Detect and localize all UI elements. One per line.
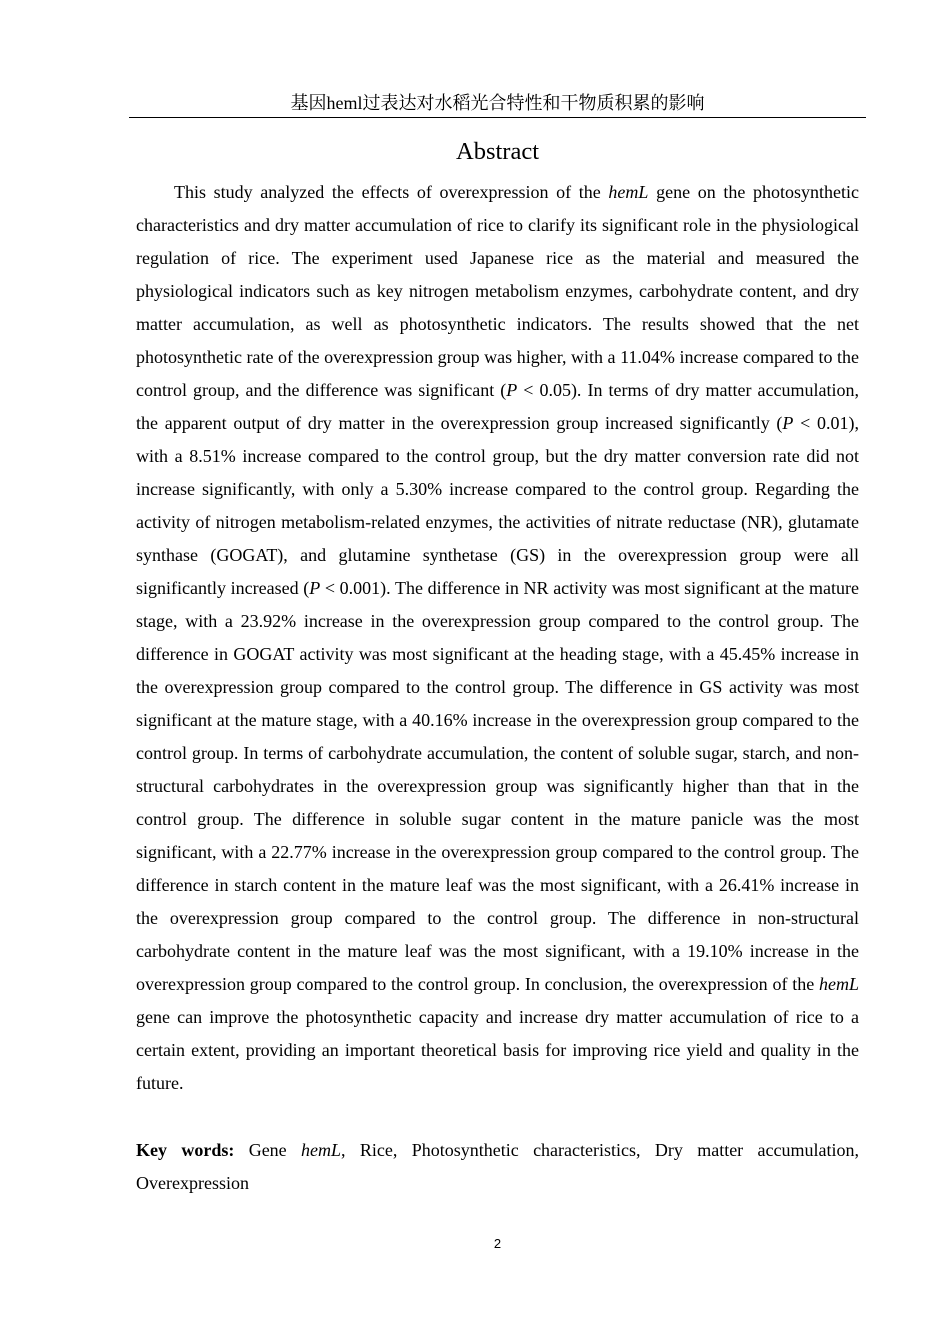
gene-name-hemL: hemL bbox=[819, 974, 859, 994]
keyword-gene-hemL: hemL bbox=[301, 1140, 342, 1160]
keywords-text-1: Gene bbox=[234, 1140, 302, 1160]
abstract-title: Abstract bbox=[456, 138, 539, 165]
abstract-text-5: < 0.001). The difference in NR activity was most significant at the mature stage, with a 23.92% increase in the overexpression group compared to the control group. The difference in GOGAT activity was most significant at the heading stage, with a 45.45% increase in the overexpression group compared to the control group. The difference in GS activity was most significant at the mature stage, with a 40.16% increase in the overexpression group compared to the control group. In terms of carbohydrate accumulation, the content of soluble sugar, starch, and non-structural carbohydrates in the overexpression group was significantly higher than that in the control group. The difference in soluble sugar content in the mature panicle was the most significant, with a 22.77% increase in the overexpression group compared to the control group. The difference in starch content in the mature leaf was the most significant, with a 26.41% increase in the overexpression group compared to the control group. The difference in non-structural carbohydrate content in the mature leaf was the most significant, with a 19.10% increase in the overexpression group compared to the control group. In conclusion, the overexpression of the bbox=[136, 578, 859, 994]
keywords-label: Key words: bbox=[136, 1140, 235, 1160]
abstract-text-3: < 0.05). In terms of dry matter accumulation, the apparent output of dry matter in the overexpression group increased significantly ( bbox=[136, 380, 859, 433]
keywords-line bbox=[136, 1134, 859, 1200]
abstract-text-2: gene on the photosynthetic characteristics and dry matter accumulation of rice to clarify its significant role in the physiological regulation of rice. The experiment used Japanese rice as the material and measured the physiological indicators such as key nitrogen metabolism enzymes, carbohydrate content, and dry matter accumulation, as well as photosynthetic indicators. The results showed that the net photosynthetic rate of the overexpression group was higher, with a 11.04% increase compared to the control group, and the difference was significant ( bbox=[136, 182, 859, 400]
abstract-text-4: < 0.01), with a 8.51% increase compared to the control group, but the dry matter conversion rate did not increase significantly, with only a 5.30% increase compared to the control group. Regarding the activity of nitrogen metabolism-related enzymes, the activities of nitrate reductase (NR), glutamate synthase (GOGAT), and glutamine synthetase (GS) in the overexpression group were all significantly increased ( bbox=[136, 413, 859, 598]
p-value-symbol: P bbox=[309, 578, 321, 598]
gene-name-hemL: hemL bbox=[608, 182, 649, 202]
abstract-text-1: This study analyzed the effects of overexpression of the bbox=[174, 182, 609, 202]
running-header: 基因heml过表达对水稻光合特性和干物质积累的影响 bbox=[290, 93, 705, 113]
abstract-text-6: gene can improve the photosynthetic capacity and increase dry matter accumulation of rice to a certain extent, providing an important theoretical basis for improving rice yield and quality in the future. bbox=[136, 1007, 859, 1093]
keywords-text-2: , Rice, Photosynthetic characteristics, Dry matter accumulation, Overexpression bbox=[136, 1140, 859, 1193]
p-value-symbol: P bbox=[782, 413, 794, 433]
page-number: 2 bbox=[493, 1236, 502, 1251]
header-divider bbox=[129, 117, 866, 118]
p-value-symbol: P bbox=[506, 380, 518, 400]
abstract-paragraph bbox=[136, 176, 859, 1100]
